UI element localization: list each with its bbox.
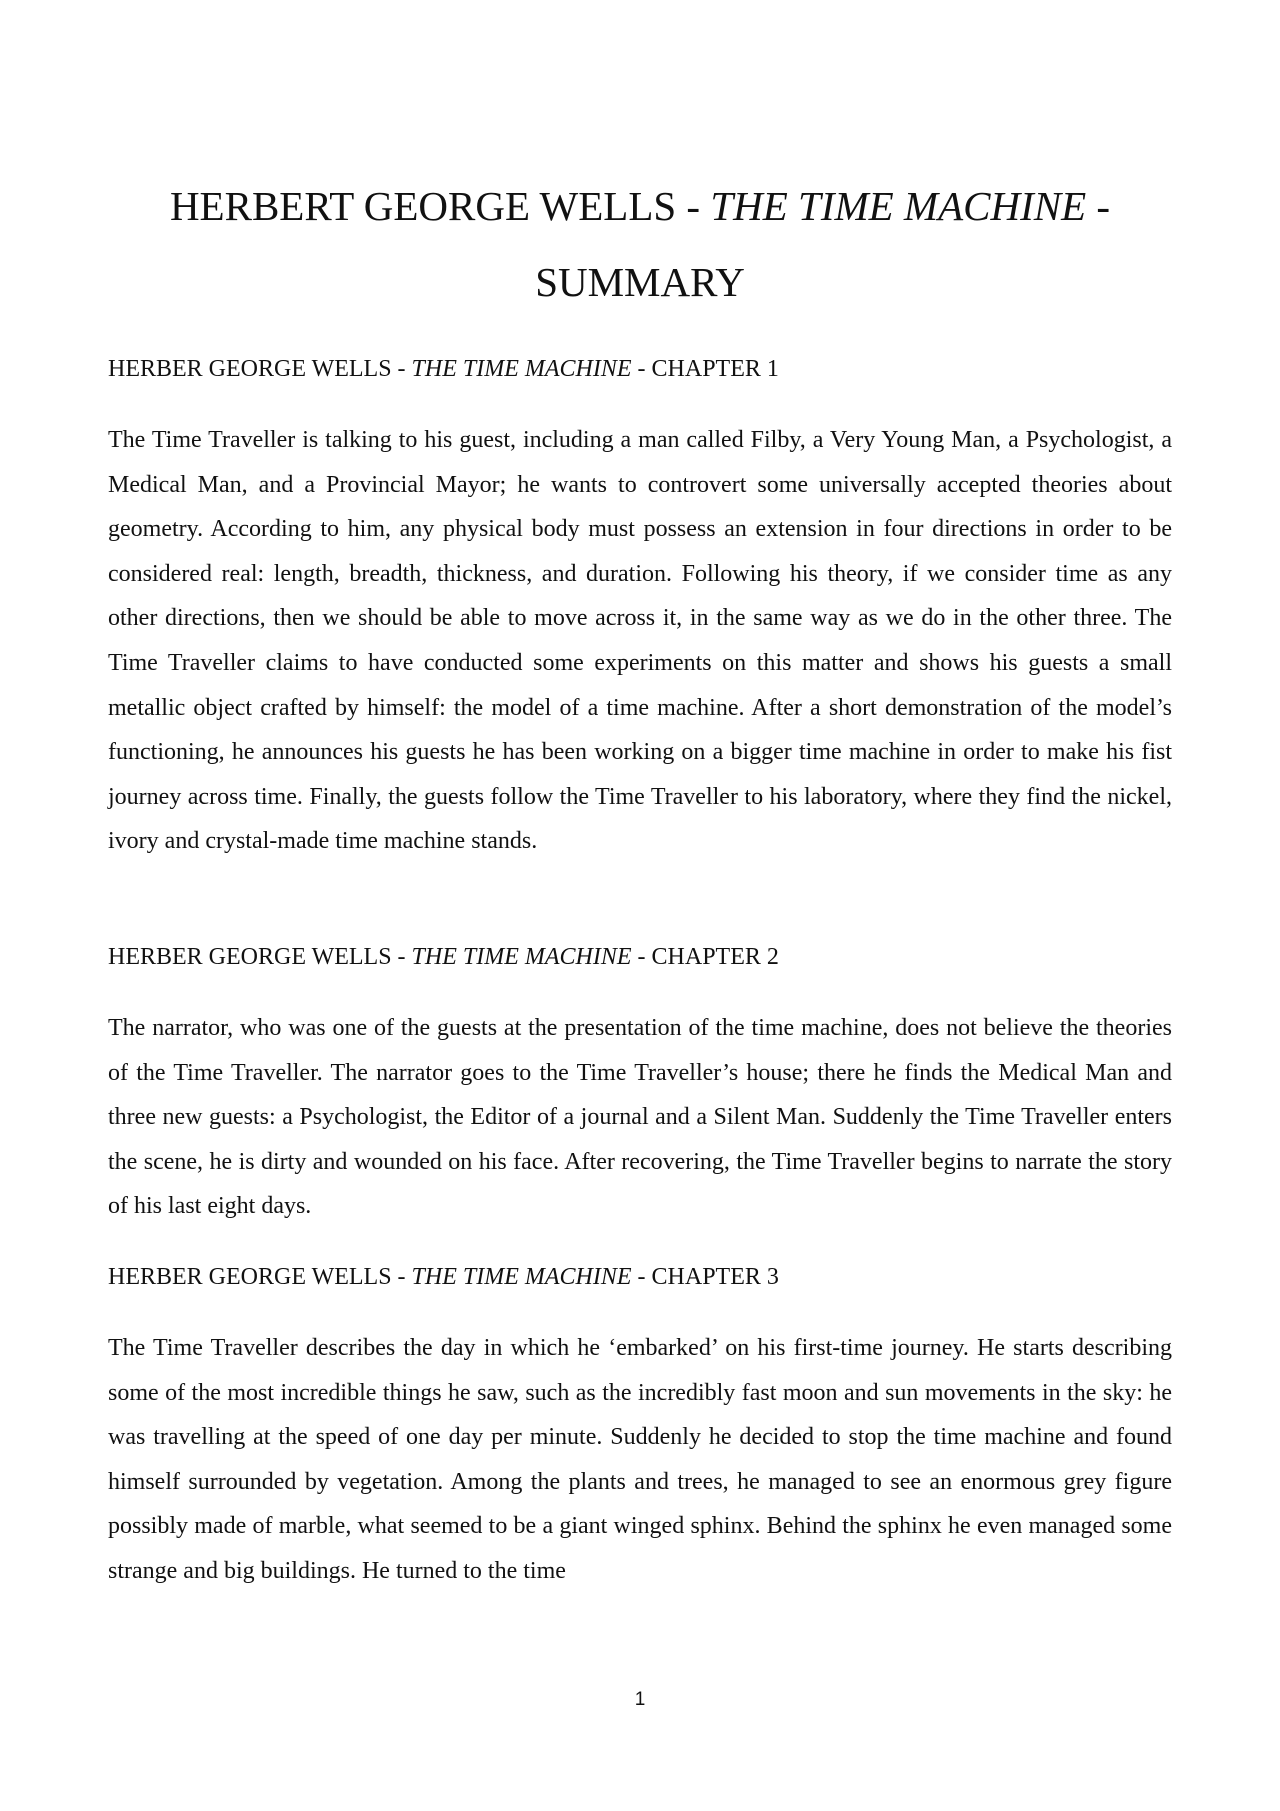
chapter-heading-book: THE TIME MACHINE	[411, 1264, 632, 1290]
chapter-heading-book: THE TIME MACHINE	[411, 356, 632, 382]
chapter-heading-author: HERBER GEORGE WELLS -	[108, 356, 412, 382]
chapter-heading-author: HERBER GEORGE WELLS -	[108, 1264, 412, 1290]
title-book: THE TIME MACHINE	[710, 183, 1087, 229]
page-title	[108, 168, 1172, 320]
page-number: 1	[634, 1689, 646, 1710]
chapter-1-text: The Time Traveller is talking to his guest, including a man called Filby, a Very Young Man, a Psychologist, a Medical Man, and a Provincial Mayor; he wants to controvert some universally accepted theories about geometry. According to him, any physical body must possess an extension in four directions in order to be considered real: length, breadth, thickness, and duration. Following his theory, if we consider time as any other directions, then we should be able to move across it, in the same way as we do in the other three. The Time Traveller claims to have conducted some experiments on this matter and shows his guests a small metallic object crafted by himself: the model of a time machine. After a short demonstration of the model’s functioning, he announces his guests he has been working on a bigger time machine in order to make his fist journey across time. Finally, the guests follow the Time Traveller to his laboratory, where they find the nickel, ivory and crystal-made time machine stands.	[108, 427, 1172, 855]
chapter-1-heading	[108, 354, 1172, 384]
chapter-2-text: The narrator, who was one of the guests at the presentation of the time machine, does not believe the theories of the Time Traveller. The narrator goes to the Time Traveller’s house; there he finds the Medical Man and three new guests: a Psychologist, the Editor of a journal and a Silent Man. Suddenly the Time Traveller enters the scene, he is dirty and wounded on his face. After recovering, the Time Traveller begins to narrate the story of his last eight days.	[108, 1015, 1172, 1220]
chapter-2-heading	[108, 942, 1172, 972]
title-summary: - SUMMARY	[535, 183, 1111, 305]
chapter-heading-number: - CHAPTER 2	[631, 944, 779, 970]
chapter-3-heading	[108, 1262, 1172, 1292]
chapter-heading-number: - CHAPTER 1	[631, 356, 779, 382]
chapter-3-text: The Time Traveller describes the day in which he ‘embarked’ on his first-time journey. He starts describing some of the most incredible things he saw, such as the incredibly fast moon and sun movements in the sky: he was travelling at the speed of one day per minute. Suddenly he decided to stop the time machine and found himself surrounded by vegetation. Among the plants and trees, he managed to see an enormous grey figure possibly made of marble, what seemed to be a giant winged sphinx. Behind the sphinx he even managed some strange and big buildings. He turned to the time	[108, 1335, 1172, 1584]
chapter-heading-number: - CHAPTER 3	[631, 1264, 779, 1290]
chapter-heading-book: THE TIME MACHINE	[411, 944, 632, 970]
title-author: HERBERT GEORGE WELLS -	[169, 183, 711, 229]
chapter-heading-author: HERBER GEORGE WELLS -	[108, 944, 412, 970]
